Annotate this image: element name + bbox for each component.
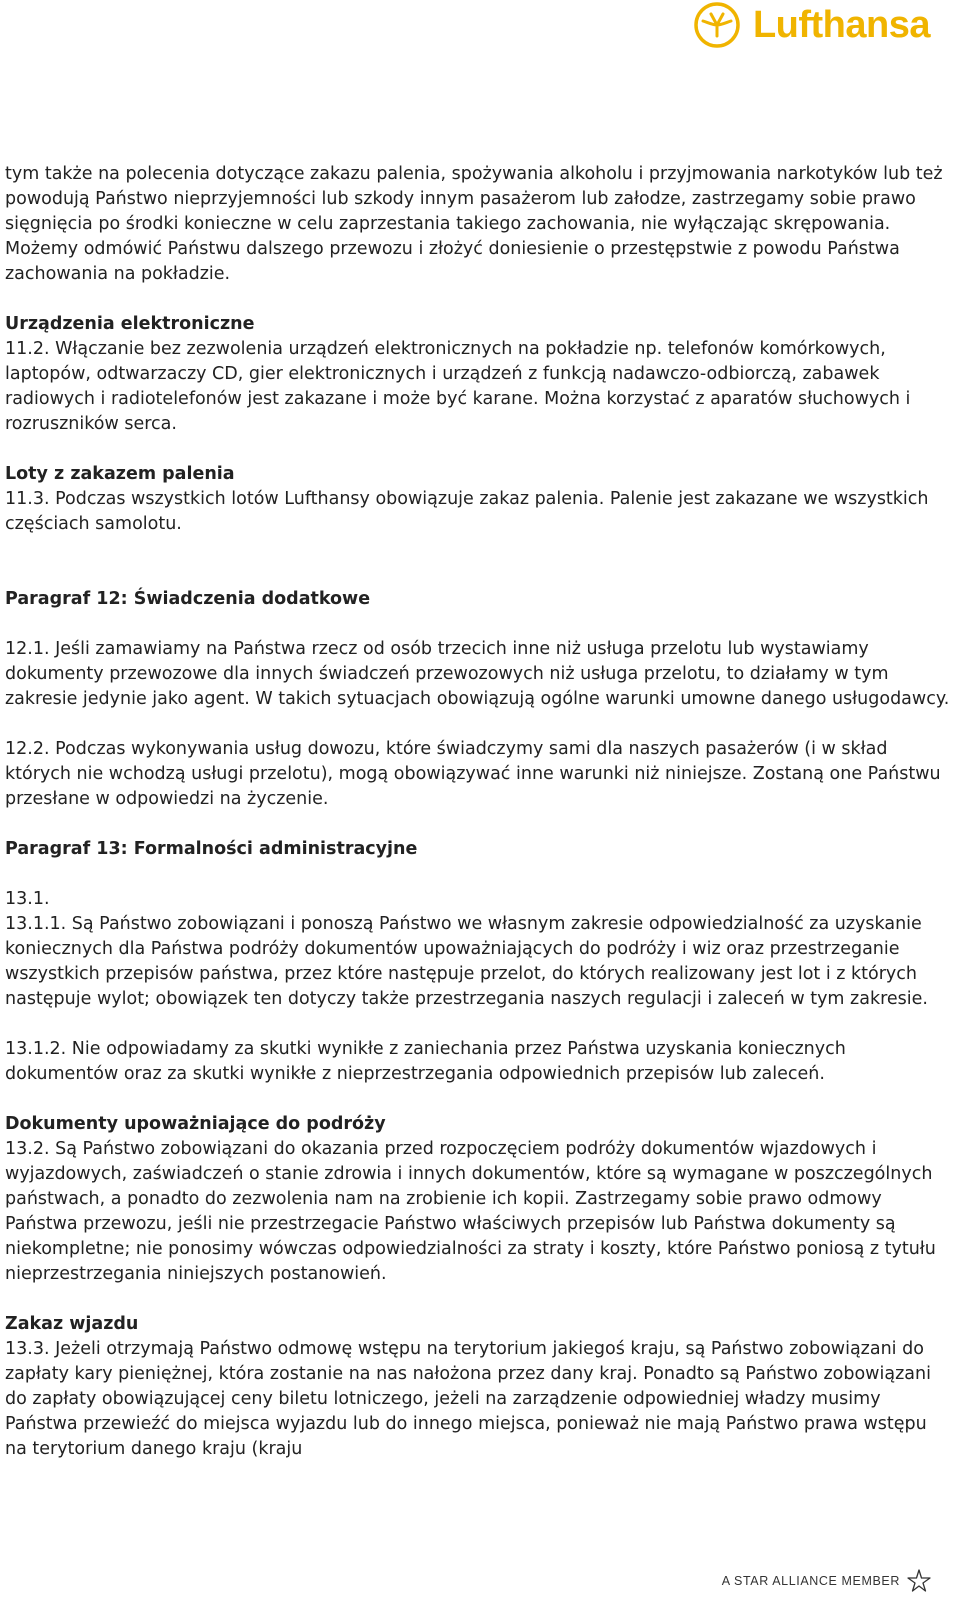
- paragraph-13-2: 13.2. Są Państwo zobowiązani do okazania przed rozpoczęciem podróży dokumentów wjazdowych i wyjazdowych, zaświadczeń o stanie zdrowia i innych dokumentów, które są wymagane w poszczególnych państwach, a ponadto do zezwolenia nam na zrobienie ich kopii. Zastrzegamy sobie prawo odmowy Państwa przewozu, jeśli nie przestrzegacie Państwo właściwych przepisów lub Państwa dokumenty są niekompletne; nie ponosimy wówczas odpowiedzialności za straty i koszty, które Państwo poniosą z tytułu nieprzestrzegania niniejszych postanowień.: [5, 1139, 936, 1284]
- star-alliance-icon: [906, 1568, 932, 1594]
- paragraph-13-1-1: 13.1.1. Są Państwo zobowiązani i ponoszą Państwo we własnym zakresie odpowiedzialność za uzyskanie koniecznych dla Państwa podróży dokumentów upoważniających do podróży i wiz oraz przestrzeganie wszystkich przepisów państwa, przez które następuje przelot, do których realizowany jest lot i z których następuje wylot; obowiązek ten dotyczy także przestrzegania naszych regulacji i zaleceń w tym zakresie.: [5, 914, 928, 1009]
- paragraph-intro: tym także na polecenia dotyczące zakazu palenia, spożywania alkoholu i przyjmowania narkotyków lub też powodują Państwo nieprzyjemności lub szkody innym pasażerom lub załodze, zastrzegamy sobie prawo sięgnięcia po środki konieczne w celu zaprzestania takiego zachowania, nie wyłączając skrępowania. Możemy odmówić Państwu dalszego przewozu i złożyć doniesienie o przestępstwie z powodu Państwa zachowania na pokładzie.: [5, 164, 943, 284]
- paragraph-12-1: 12.1. Jeśli zamawiamy na Państwa rzecz od osób trzecich inne niż usługa przelotu lub wystawiamy dokumenty przewozowe dla innych świadczeń przewozowych niż usługa przelotu, to działamy w tym zakresie jedynie jako agent. W takich sytuacjach obowiązują ogólne warunki umowne danego usługodawcy.: [5, 639, 950, 709]
- lufthansa-wordmark: Lufthansa: [752, 3, 930, 46]
- heading-documents: Dokumenty upoważniające do podróży: [5, 1114, 386, 1134]
- heading-paragraph-13: Paragraf 13: Formalności administracyjne: [5, 839, 418, 859]
- paragraph-13-3: 13.3. Jeżeli otrzymają Państwo odmowę wstępu na terytorium jakiegoś kraju, są Państwo zobowiązani do zapłaty kary pieniężnej, która zostanie na nas nałożona przez dany kraj. Ponadto są Państwo zobowiązani do zapłaty obowiązującej ceny biletu lotniczego, jeżeli na zarządzenie odpowiedniej władzy musimy Państwa przewieźć do miejsca wyjazdu lub do innego miejsca, ponieważ nie mają Państwo prawa wstępu na terytorium danego kraju (kraju: [5, 1339, 931, 1459]
- heading-entry-ban: Zakaz wjazdu: [5, 1314, 139, 1334]
- page-header: [693, 0, 930, 50]
- paragraph-12-2: 12.2. Podczas wykonywania usług dowozu, które świadczymy sami dla naszych pasażerów (i w skład których nie wchodzą usługi przelotu), mogą obowiązywać inne warunki niż niniejsze. Zostaną one Państwu przesłane w odpowiedzi na życzenie.: [5, 739, 941, 809]
- heading-paragraph-12: Paragraf 12: Świadczenia dodatkowe: [5, 589, 371, 609]
- document-body: [5, 162, 951, 1462]
- paragraph-11-3: 11.3. Podczas wszystkich lotów Lufthansy obowiązuje zakaz palenia. Palenie jest zakazane we wszystkich częściach samolotu.: [5, 489, 929, 534]
- paragraph-13-1: 13.1.: [5, 889, 50, 909]
- heading-electronics: Urządzenia elektroniczne: [5, 314, 255, 334]
- paragraph-11-2: 11.2. Włączanie bez zezwolenia urządzeń elektronicznych na pokładzie np. telefonów komórkowych, laptopów, odtwarzaczy CD, gier elektronicznych i urządzeń z funkcją nadawczo-odbiorczą, zabawek radiowych i radiotelefonów jest zakazane i może być karane. Można korzystać z aparatów słuchowych i rozruszników serca.: [5, 339, 911, 434]
- paragraph-13-1-2: 13.1.2. Nie odpowiadamy za skutki wynikłe z zaniechania przez Państwa uzyskania koniecznych dokumentów oraz za skutki wynikłe z nieprzestrzegania odpowiednich przepisów lub zaleceń.: [5, 1039, 846, 1084]
- page-footer: [722, 1568, 932, 1594]
- heading-smoking: Loty z zakazem palenia: [5, 464, 235, 484]
- star-alliance-label: A STAR ALLIANCE MEMBER: [721, 1574, 900, 1588]
- lufthansa-crane-logo: [693, 1, 741, 49]
